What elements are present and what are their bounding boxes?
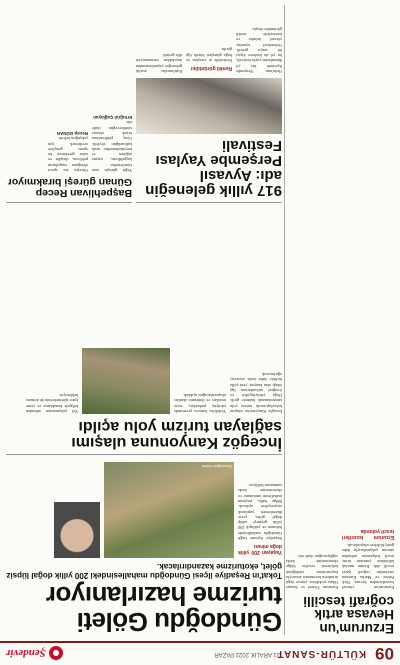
- hevasa-column-b: Erzurum Ticaret ve Sanayi Odası yetkilileri, yöreye özgü ürünlerin korunması amacıyla başvuruların sürdüğünü belirterek tescilin bölge ekonomisine katkı sağlayacağını ifade etti.: [286, 553, 338, 591]
- main-body: Reşadiye ilçesine bağlı Gündoğdu mahallesinde bulunan ve yaklaşık 200 yıllık geçmişe sahip doğal gölet, çevre düzenlemesi yapılarak ziyaretçilere açılacak. Bölge halkı, projenin mahallenin tanıtımına ve ekonomisine katkı sunmasını bekliyor.: [238, 483, 282, 541]
- masthead: [0, 641, 400, 665]
- canyon-photo: [82, 348, 170, 414]
- hevasa-body-a: Erzurum'un yöresel lezzetlerinden hevasa, Türk Patent ve Marka Kurumu tarafından coğrafi işaret tescili aldı. Kentin mutfak kültürünü yansıtan ürün, tescil belgesinin ardından tanıtım çalışmalarıyla daha geniş kitlelere ulaştırılacak.: [342, 543, 394, 591]
- hevasa-article: [286, 5, 394, 635]
- wrestling-story: [6, 5, 132, 203]
- wrestling-byline-2: Recep GÜNAN: [56, 130, 88, 136]
- section-title: KÜLTÜR-SANAT: [276, 648, 366, 659]
- pond-photo-caption: Gündoğdu Göleti: [201, 464, 232, 469]
- page-number: 09: [375, 644, 394, 663]
- wrestling-body-b: Güreşin ata sporu olduğunu vurgulayan pehlivan, disiplin ve sabır gerektiren bu sporu gençlere sevdirmek için çalıştığını belirtti.: [48, 136, 88, 173]
- festival-body-b: Festivalde at yarışları ve boğa güreşleri büyük ilgi gördü.: [186, 47, 232, 63]
- wrestling-headline: Başpehlivan Recep Günan güreşi bırakmıyor: [7, 176, 132, 199]
- festival-headline: 917 yıllık geleneğin adı: Ayvasıl Perşembe Yaylası Festivali: [145, 137, 282, 199]
- festival-story: [136, 5, 282, 203]
- hevasa-crossline: Erzurum lezzetleri tescil yolunda: [342, 527, 394, 540]
- issue-date: 21 ARALIK 2022 PAZAR: [214, 651, 280, 657]
- wrestling-body-a: Yağlı güreşin usta isimlerinden başpehlivan, yaşına rağmen er meydanlarından uzak kalmadığını söyledi. Genç pehlivanlara örnek olmayı sürdüreceğini ifade etti.: [92, 120, 132, 173]
- main-headline: Gündoğdu Göleti turizme hazırlanıyor: [46, 581, 282, 637]
- wrestling-column-b: [48, 3, 88, 173]
- hevasa-column-a: [342, 1, 394, 591]
- wrestling-byline: Ertuğrul Çağlayan: [93, 115, 132, 121]
- festival-column-c: Katılımcılar, asırlık geleneğin yaşatılmasından duydukları memnuniyeti dile getirdi.: [136, 53, 182, 74]
- logo-text: Şendevir: [6, 647, 46, 659]
- festival-crossline: Renkli görüntüler: [190, 65, 232, 71]
- hevasa-headline: Erzurum'un Hevasa artık coğrafi tescilli: [303, 594, 394, 636]
- canyon-headline: İncegöz Kanyonuna ulaşımı sağlayan turizm yolu açıldı: [71, 418, 282, 451]
- festival-photo: [136, 78, 282, 134]
- canyon-column-b: Yetkililer, kanyon çevresinde yürüyüş parkurları, seyir terasları ve dinlenme alanları oluşturulacağını açıkladı.: [174, 393, 226, 414]
- column-rule: [284, 5, 285, 635]
- pond-photo: [104, 462, 234, 558]
- main-crossline: Yaşayan 200 yıllık doğa mirası: [238, 543, 282, 555]
- canyon-column-a: İncegöz Kanyonu'na ulaşımı kolaylaştıracak turizm yolu tamamlanarak hizmete girdi. Doğa yürüyüşçüleri ve fotoğraf tutkunlarının ilgi odağı olan kanyon, yeni yolla birlikte daha fazla ziyaretçi ağırlayacak.: [230, 371, 282, 414]
- wrestling-column-a: [92, 3, 132, 173]
- logo-icon: [49, 646, 63, 660]
- canyon-column-c: Yol çalışmasının ardından bölgede konaklama ve yeme içme işletmelerinin de artması bekleniyor.: [26, 393, 78, 414]
- main-story: [6, 459, 282, 635]
- main-deck: Tokat'ın Reşadiye ilçesi Gündoğdu mahallesindeki 200 yıllık doğal lüpsiz gölet, ekoturizme kazandırılacak.: [6, 562, 282, 580]
- festival-column-a: Ordu'nun Perşembe ilçesinde her yıl düzenlenen yayla festivali, bu yıl da binlerce kişiyi bir araya getirdi. Geleneksel oyunlar, yöresel ürünler ve konserlerle renkli görüntüler oluştu.: [236, 26, 282, 74]
- newspaper-logo: [6, 644, 63, 662]
- canyon-story: [6, 205, 282, 455]
- festival-column-b: [186, 0, 232, 74]
- main-column-a: [238, 462, 282, 558]
- portrait-photo: [54, 502, 100, 558]
